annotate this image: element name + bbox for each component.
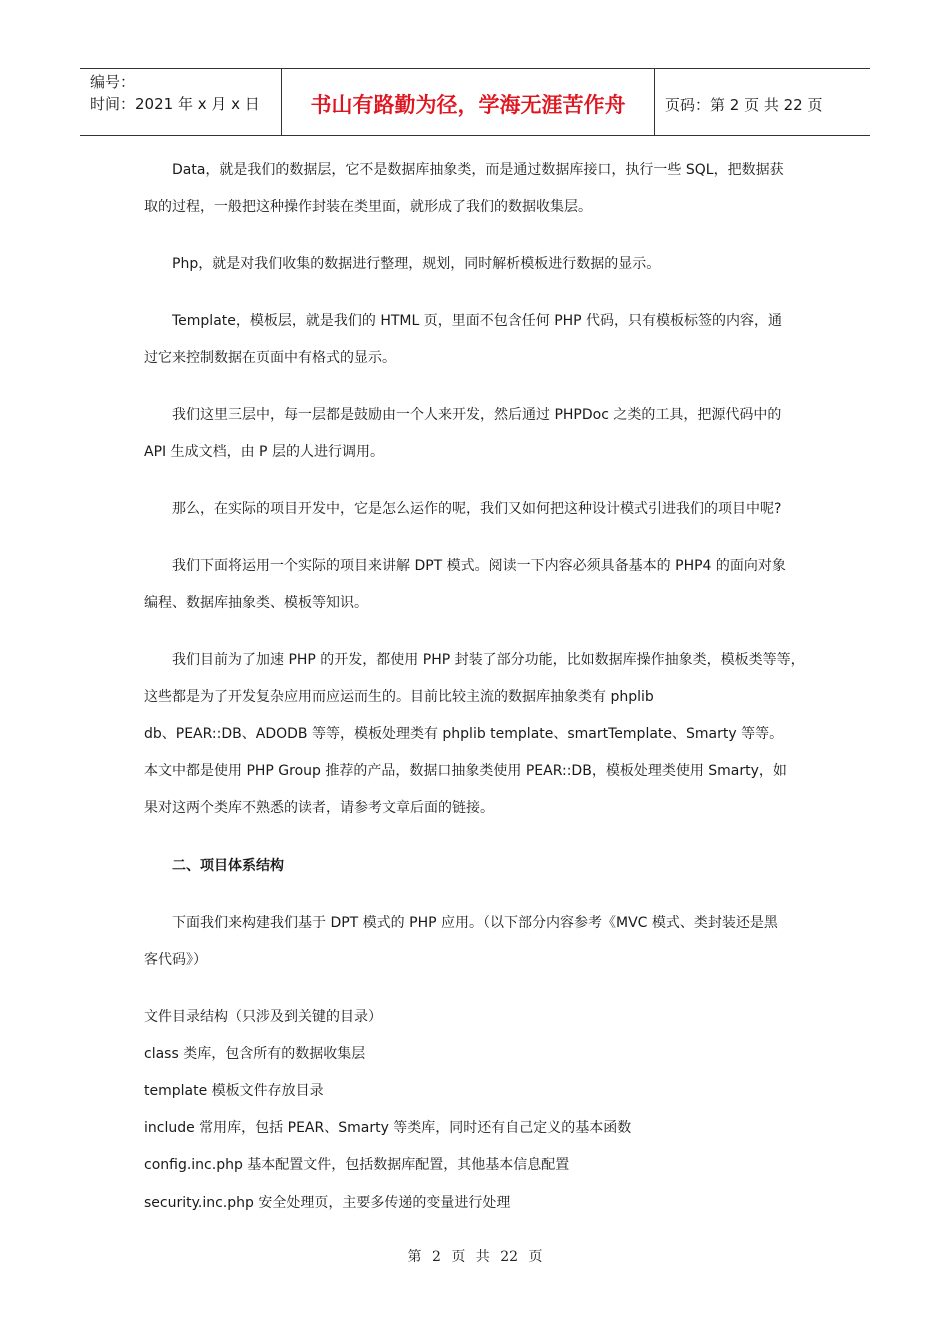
paragraph-line: Template，模板层，就是我们的 HTML 页，里面不包含任何 PHP 代码，只有模板标签的内容，通	[172, 313, 783, 329]
paragraph-line: 客代码》）	[144, 952, 207, 968]
page-footer	[0, 1246, 950, 1266]
header-page-info: 页码：第 2 页 共 22 页	[665, 95, 823, 114]
directory-item: include 常用库，包括 PEAR、Smarty 等类库，同时还有自己定义的基本函数	[144, 1120, 632, 1136]
paragraph-line: 取的过程，一般把这种操作封装在类里面，就形成了我们的数据收集层。	[144, 199, 592, 215]
footer-total-pages: 22	[500, 1249, 519, 1265]
paragraph-line: 过它来控制数据在页面中有格式的显示。	[144, 350, 396, 366]
paragraph-line: 我们目前为了加速 PHP 的开发，都使用 PHP 封装了部分功能，比如数据库操作抽象类，模板类等等，	[172, 652, 805, 668]
paragraph-line: API 生成文档，由 P 层的人进行调用。	[144, 444, 384, 460]
paragraph-line: 果对这两个类库不熟悉的读者，请参考文章后面的链接。	[144, 800, 494, 816]
document-time-label: 时间：2021 年 x 月 x 日	[90, 95, 260, 113]
section-heading: 二、项目体系结构	[172, 858, 284, 874]
document-number-label: 编号：	[90, 73, 136, 91]
paragraph-line: Data，就是我们的数据层，它不是数据库抽象类，而是通过数据库接口，执行一些 SQL，把数据获	[172, 162, 784, 178]
paragraph-line: 本文中都是使用 PHP Group 推荐的产品，数据口抽象类使用 PEAR::DB，模板处理类使用 Smarty，如	[144, 763, 787, 779]
directory-item: config.inc.php 基本配置文件，包括数据库配置，其他基本信息配置	[144, 1157, 570, 1173]
page-header	[80, 68, 870, 136]
paragraph-line: Php，就是对我们收集的数据进行整理，规划，同时解析模板进行数据的显示。	[172, 256, 661, 272]
directory-item: class 类库，包含所有的数据收集层	[144, 1046, 366, 1062]
header-meta	[80, 69, 281, 135]
paragraph-line: 编程、数据库抽象类、模板等知识。	[144, 595, 368, 611]
paragraph-line: 我们这里三层中，每一层都是鼓励由一个人来开发，然后通过 PHPDoc 之类的工具，把源代码中的	[172, 407, 782, 423]
footer-ye-2: 页	[528, 1249, 543, 1265]
paragraph-line: 这些都是为了开发复杂应用而应运而生的。目前比较主流的数据库抽象类有 phplib	[144, 689, 654, 705]
paragraph-line: 文件目录结构（只涉及到关键的目录）	[144, 1009, 382, 1025]
header-motto: 书山有路勤为径，学海无涯苦作舟	[281, 69, 655, 135]
paragraph-line: 我们下面将运用一个实际的项目来讲解 DPT 模式。阅读一下内容必须具备基本的 PHP4 的面向对象	[172, 558, 786, 574]
directory-item: security.inc.php 安全处理页，主要多传递的变量进行处理	[144, 1195, 511, 1211]
paragraph-line: db、PEAR::DB、ADODB 等等，模板处理类有 phplib template、smartTemplate、Smarty 等等。	[144, 726, 784, 742]
paragraph-line: 下面我们来构建我们基于 DPT 模式的 PHP 应用。（以下部分内容参考《MVC 模式、类封装还是黑	[172, 915, 778, 931]
footer-page-number: 2	[431, 1249, 441, 1265]
paragraph-line: 那么，在实际的项目开发中，它是怎么运作的呢，我们又如何把这种设计模式引进我们的项目中呢?	[172, 501, 782, 517]
directory-item: template 模板文件存放目录	[144, 1083, 324, 1099]
footer-gong: 共	[475, 1249, 490, 1265]
footer-di: 第	[407, 1249, 422, 1265]
footer-ye: 页	[451, 1249, 466, 1265]
